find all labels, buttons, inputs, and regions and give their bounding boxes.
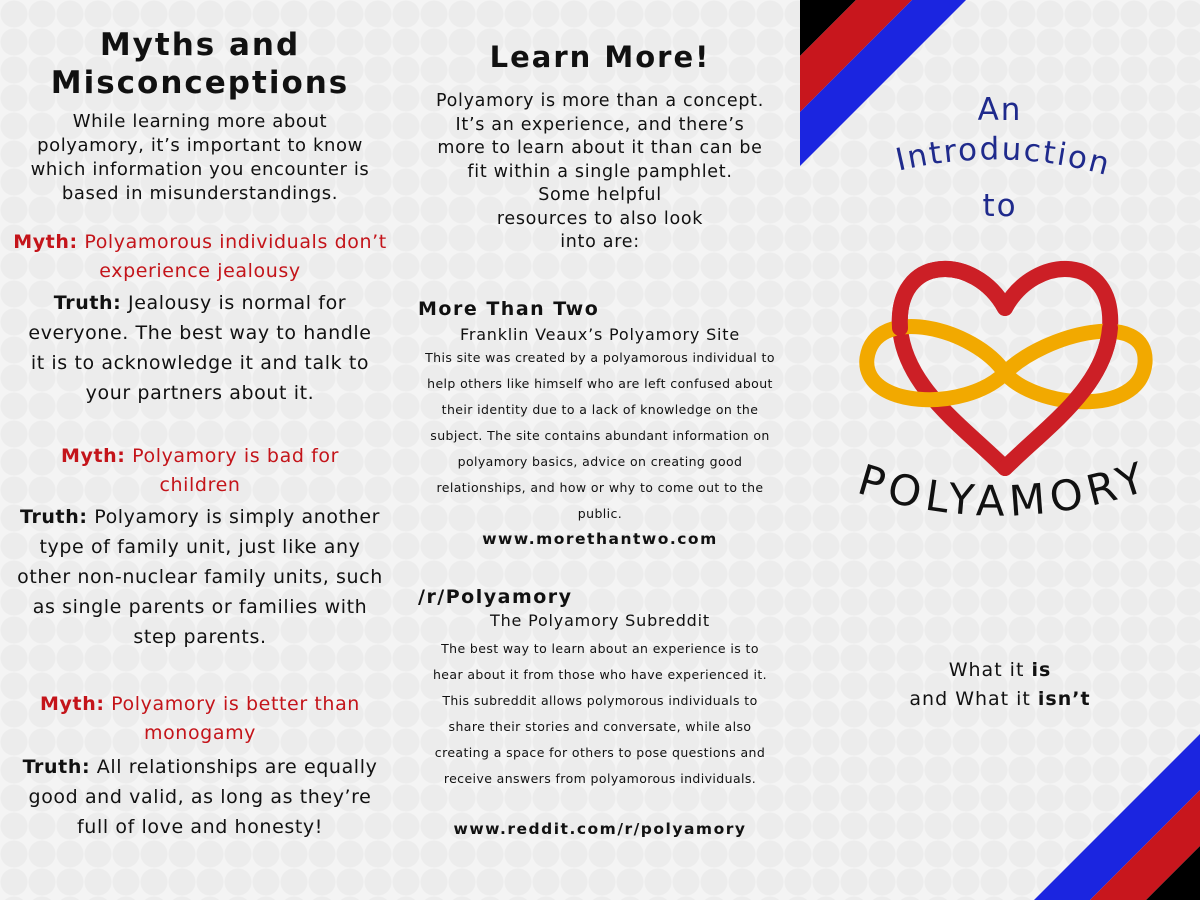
truth-text: All relationships are equally good and valid, as long as they’re full of love and honesty! [28, 756, 378, 838]
resource-1-description: This site was created by a polyamorous individual to help others like himself who are left confused about their identity due to a lack of knowledge on the subject. The site contains abundant information on polyamory basics, advice on creating good relationships, and how or why to come out to the public. [425, 350, 775, 521]
truth-text: Polyamory is simply another type of family unit, just like any other non-nuclear family units, such as single parents or families with step parents. [17, 506, 383, 648]
resource-2-subtitle: The Polyamory Subreddit [490, 611, 710, 630]
cover-tagline [800, 656, 1200, 714]
myth-text: Polyamorous individuals don’t experience jealousy [84, 231, 387, 282]
truth-label: Truth: [19, 506, 88, 528]
truth-text: Jealousy is normal for everyone. The best way to handle it is to acknowledge it and talk to your partners about it. [28, 292, 372, 404]
truth-label: Truth: [53, 292, 122, 314]
truth-1 [22, 288, 378, 408]
resource-1-url[interactable]: www.morethantwo.com [482, 530, 718, 548]
cover-to: to [982, 188, 1018, 224]
resource-1-name: More Than Two [418, 298, 600, 320]
myth-2 [40, 442, 360, 500]
myth-text: Polyamory is bad for children [132, 445, 340, 496]
myths-panel [0, 0, 400, 900]
resource-2-url[interactable]: www.reddit.com/r/polyamory [453, 820, 747, 838]
tagline-isnt: isn’t [1037, 688, 1091, 710]
learn-more-title: Learn More! [489, 40, 711, 74]
tagline-line2: and What it isn’t [909, 688, 1091, 710]
learn-intro-text: Polyamory is more than a concept. It’s an experience, and there’s more to learn about it than can be fit within a single pamphlet. [436, 91, 764, 182]
cover-polyamory: POLYAMORY [852, 451, 1156, 526]
learn-more-panel [400, 0, 800, 900]
myth-label: Myth: [60, 445, 126, 467]
cover-panel [800, 0, 1200, 900]
tagline-line1: What it is [948, 659, 1052, 681]
truth-2 [16, 502, 384, 652]
tagline-is: is [1031, 659, 1052, 681]
learn-more-intro [430, 90, 770, 255]
myths-title-line2: Misconceptions [50, 65, 350, 101]
myth-1 [10, 228, 390, 286]
learn-intro-text-2: Some helpful resources to also look into are: [496, 185, 704, 252]
resource-2-name: /r/Polyamory [418, 586, 573, 608]
svg-text:Introduction [892, 131, 1115, 183]
myths-intro: While learning more about polyamory, it’s important to know which information you encounter is based in misunderstandings. [30, 111, 370, 204]
myth-label: Myth: [40, 693, 105, 715]
myth-text: Polyamory is better than monogamy [111, 693, 360, 744]
myths-title [0, 26, 400, 102]
truth-label: Truth: [22, 756, 91, 778]
infinity-heart-icon [855, 248, 1155, 478]
myth-3 [30, 690, 370, 748]
resource-1-subtitle: Franklin Veaux’s Polyamory Site [459, 325, 741, 344]
myth-label: Myth: [13, 231, 78, 253]
truth-3 [14, 752, 386, 842]
myths-title-line1: Myths and [99, 27, 301, 63]
resource-2-description: The best way to learn about an experience is to hear about it from those who have experienced it. This subreddit allows polymorous individuals to share their stories and conversate, while also creating a space for others to pose questions and receive answers from polyamorous individuals. [432, 641, 768, 786]
cover-an: An [977, 92, 1023, 128]
cover-introduction: Introduction [892, 131, 1115, 184]
